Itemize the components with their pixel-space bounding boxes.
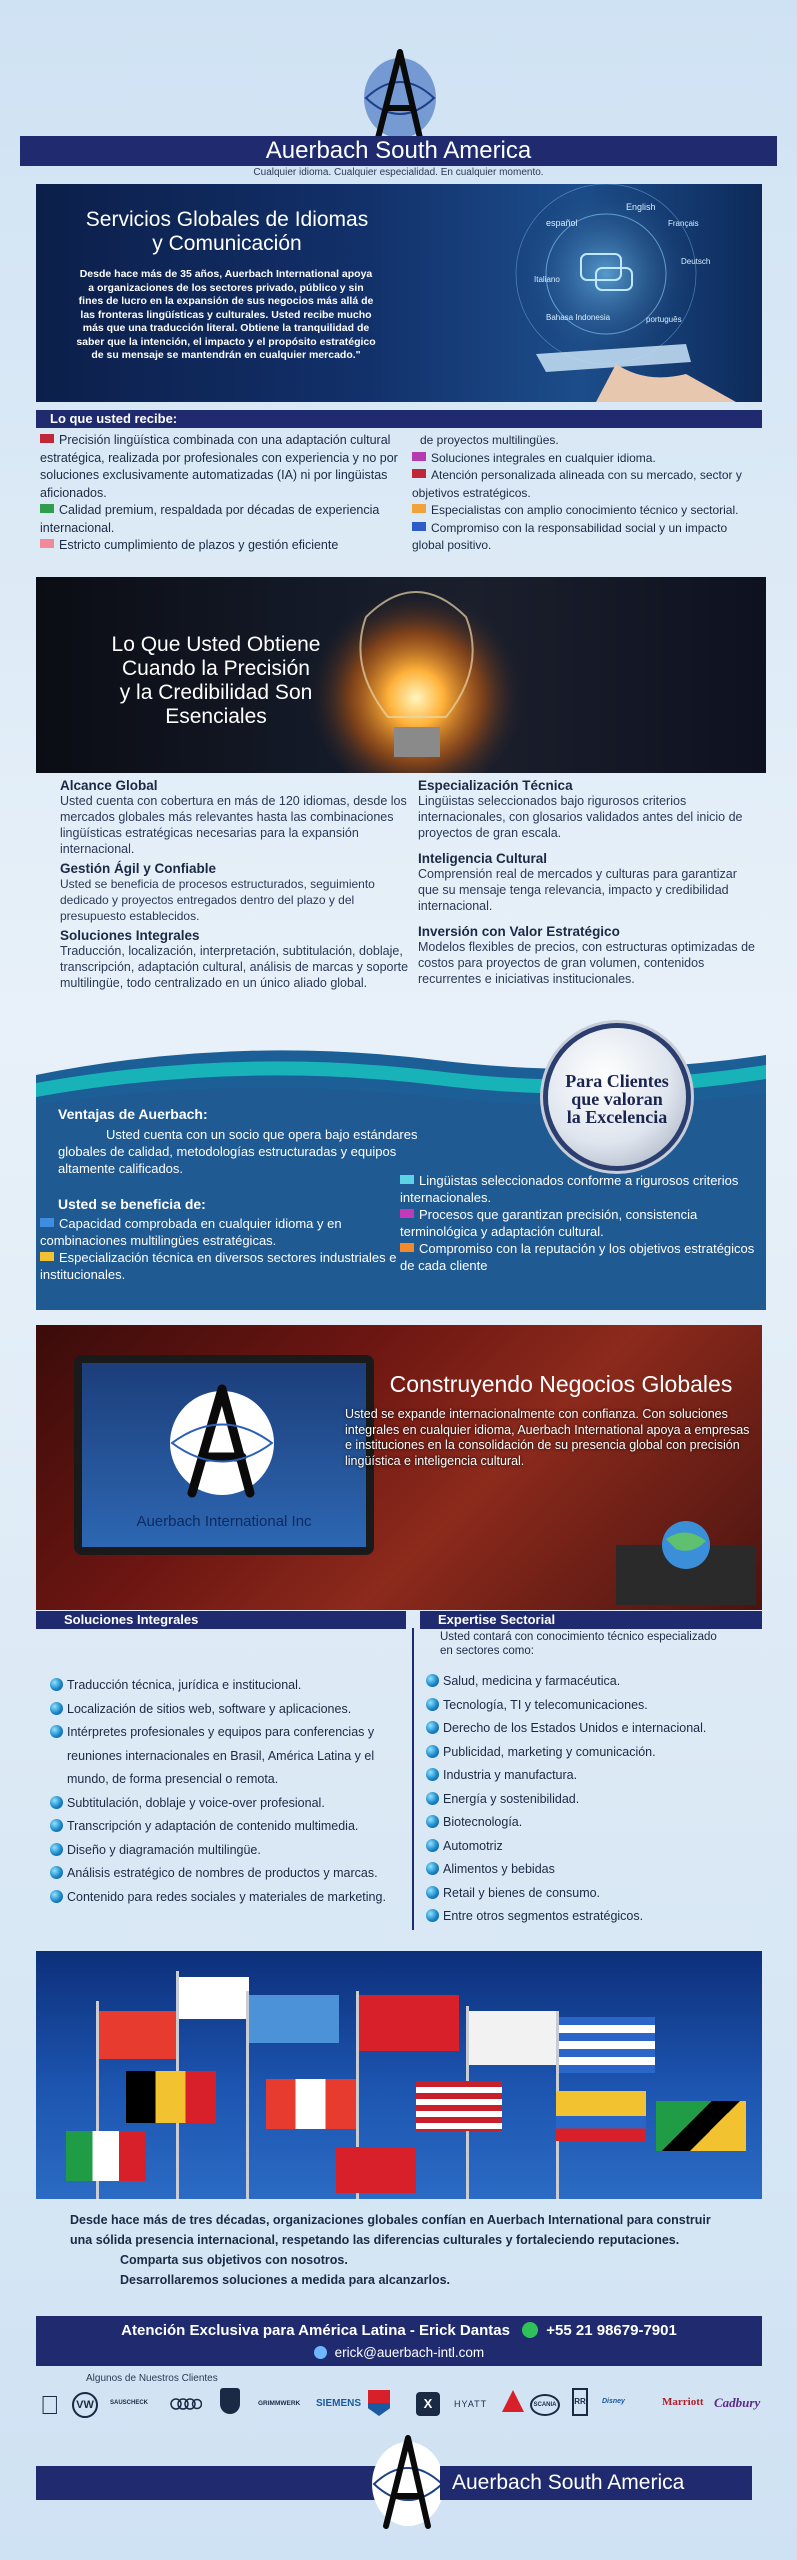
feature-body: Usted cuenta con cobertura en más de 120 idiomas, desde los mercados globales más relevantes hasta las combinaciones lingüísticas estratégicas necesarias para la expansión internacional.	[60, 794, 407, 856]
expertise-intro: Usted contará con conocimiento técnico especializado en sectores como:	[440, 1631, 717, 1657]
list-item: Publicidad, marketing y comunicación.	[426, 1741, 706, 1765]
soluciones-heading: Soluciones Integrales	[36, 1611, 406, 1629]
bullet-square-icon	[40, 434, 54, 443]
flag-icon	[469, 2011, 557, 2065]
footer-title: Auerbach South America	[440, 2466, 752, 2500]
recibe-heading: Lo que usted recibe:	[36, 410, 762, 428]
list-item: Salud, medicina y farmacéutica.	[426, 1670, 706, 1694]
bullet-square-icon	[40, 504, 54, 513]
feature-title: Alcance Global	[60, 778, 158, 793]
flag-icon	[359, 1995, 459, 2051]
list-item: Compromiso con la reputación y los objetivos estratégicos de cada cliente	[400, 1241, 755, 1273]
bullet-square-icon	[412, 522, 426, 531]
flag-icon	[66, 2131, 146, 2181]
marriott-logo: Marriott	[662, 2396, 704, 2408]
closing-text: Desde hace más de tres décadas, organizaciones globales confían en Auerbach International para construir una sólida presencia internacional, respetando las diferencias culturales y fortaleciendo reputaciones. Comparta sus objetivos con nosotros. Desarrollaremos soluciones a medida para alcanzarlos.	[70, 2213, 711, 2287]
globe-icon	[50, 1819, 63, 1832]
auerbach-logo-icon	[360, 46, 440, 146]
disney-logo: Disney	[602, 2398, 625, 2405]
flag-icon	[99, 2011, 179, 2059]
list-item: Transcripción y adaptación de contenido multimedia.	[50, 1815, 386, 1839]
flag-icon	[126, 2071, 216, 2123]
globe-icon	[426, 1886, 439, 1899]
globe-icon	[426, 1698, 439, 1711]
flag-icon	[656, 2101, 746, 2151]
list-item: Diseño y diagramación multilingüe.	[50, 1839, 386, 1863]
mitsubishi-logo-icon	[502, 2390, 524, 2412]
globe-icon	[426, 1909, 439, 1922]
list-item: Localización de sitios web, software y aplicaciones.	[50, 1698, 386, 1722]
construyendo-banner	[36, 1325, 762, 1610]
contact-bar	[36, 2316, 762, 2366]
divider	[412, 1628, 414, 1930]
list-item: de proyectos multilingües.	[420, 433, 559, 447]
holo-word: Italiano	[534, 275, 560, 284]
ventajas-body: Usted cuenta con un socio que opera bajo estándares globales de calidad, metodologías estructuradas y equipos altamente calificados.	[58, 1127, 418, 1176]
recibe-right-list	[412, 432, 762, 555]
list-item: Alimentos y bebidas	[426, 1858, 706, 1882]
siemens-logo: SIEMENS	[316, 2398, 362, 2409]
recibe-left-list	[40, 432, 400, 555]
cons-title: Construyendo Negocios Globales	[389, 1371, 733, 1397]
scania-logo-icon: SCANIA	[530, 2394, 560, 2416]
globe-icon	[50, 1843, 63, 1856]
holo-word: português	[646, 315, 682, 324]
benefit-heading: Usted se beneficia de:	[58, 1196, 206, 1212]
auerbach-logo-icon	[368, 2432, 448, 2532]
list-item: Soluciones integrales en cualquier idioma.	[412, 450, 762, 468]
flag-icon	[249, 1995, 339, 2043]
globe-icon	[50, 1678, 63, 1691]
soluciones-list	[50, 1674, 386, 1909]
client-logo: GRIMMWERK	[258, 2400, 301, 2407]
list-item: Industria y manufactura.	[426, 1764, 706, 1788]
hero-banner	[36, 184, 762, 402]
client-logos	[36, 2386, 762, 2434]
list-item: Análisis estratégico de nombres de productos y marcas.	[50, 1862, 386, 1886]
bulb-title: Lo Que Usted Obtiene Cuando la Precisión y la Credibilidad Son Esenciales	[111, 633, 321, 728]
globe-icon	[50, 1725, 63, 1738]
flag-icon	[416, 2081, 502, 2131]
globe-icon	[426, 1792, 439, 1805]
laptop-label: Auerbach International Inc	[136, 1513, 312, 1530]
globe-icon	[426, 1815, 439, 1828]
holo-word: Bahasa Indonesia	[546, 313, 611, 322]
page-title: Auerbach South America	[20, 136, 777, 166]
list-item: Intérpretes profesionales y equipos para conferencias y	[50, 1721, 386, 1745]
list-item: Retail y bienes de consumo.	[426, 1882, 706, 1906]
list-item: Especialización técnica en diversos sectores industriales e institucionales.	[40, 1250, 397, 1282]
cons-body: Usted se expande internacionalmente con confianza. Con soluciones integrales en cualquier idioma, Auerbach International apoya a empresas e instituciones en la consolidación de su presencia global con precisión lingüística e inteligencia cultural.	[345, 1407, 750, 1468]
globe-icon	[426, 1862, 439, 1875]
list-item: Subtitulación, doblaje y voice-over profesional.	[50, 1792, 386, 1816]
list-item: Energía y sostenibilidad.	[426, 1788, 706, 1812]
list-item: Especialistas con amplio conocimiento técnico y sectorial.	[412, 502, 762, 520]
whatsapp-icon	[522, 2322, 538, 2338]
list-item: Precisión lingüística combinada con una adaptación cultural estratégica, realizada por profesionales con experiencia y no por soluciones exclusivamente automatizadas (IA) ni por lingüistas aficionados.	[40, 433, 398, 500]
feature-title: Soluciones Integrales	[60, 928, 200, 943]
holo-word: Français	[668, 219, 699, 228]
rolls-royce-logo-icon: RR	[572, 2388, 588, 2416]
expertise-list	[426, 1670, 706, 1929]
features-left	[60, 778, 410, 991]
keyboard-globe-image	[616, 1515, 756, 1605]
feature-body: Traducción, localización, interpretación, subtitulación, doblaje, transcripción, adaptación cultural, análisis de marcas y soporte multilingüe, todo centralizado en un único aliado global.	[60, 944, 409, 990]
flag-icon	[179, 1977, 249, 2019]
flag-icon	[556, 2091, 646, 2141]
bullet-square-icon	[400, 1209, 414, 1218]
feature-body: Modelos flexibles de precios, con estructuras optimizadas de costos para proyectos de gran volumen, contenidos recurrentes e iniciativas institucionales.	[418, 940, 755, 986]
list-item: Derecho de los Estados Unidos e internacional.	[426, 1717, 706, 1741]
list-item: Procesos que garantizan precisión, consistencia terminológica y adaptación cultural.	[400, 1207, 698, 1239]
list-item: Automotriz	[426, 1835, 706, 1859]
list-item: Atención personalizada alineada con su mercado, sector y objetivos estratégicos.	[412, 468, 742, 500]
holo-word: español	[546, 218, 578, 228]
list-item: Capacidad comprobada en cualquier idioma y en combinaciones multilingües estratégicas.	[40, 1216, 342, 1248]
bullet-square-icon	[400, 1175, 414, 1184]
feature-body: Lingüistas seleccionados bajo rigurosos criterios internacionales, con glosarios validados antes del inicio de proyectos de gran escala.	[418, 794, 743, 840]
globe-icon	[426, 1721, 439, 1734]
footer-bar-left	[36, 2466, 396, 2500]
contact-email[interactable]: erick@auerbach-intl.com	[334, 2345, 485, 2360]
auerbach-logo-icon	[162, 1381, 282, 1501]
cadbury-logo: Cadbury	[714, 2395, 761, 2410]
laptop-image	[74, 1355, 374, 1555]
flag-icon	[266, 2079, 356, 2129]
hyatt-logo: HYATT	[454, 2399, 488, 2409]
bullet-square-icon	[40, 539, 54, 548]
tagline: Cualquier idioma. Cualquier especialidad. En cualquier momento.	[253, 167, 544, 178]
ventajas-right-list	[400, 1172, 755, 1274]
globe-icon	[426, 1839, 439, 1852]
excellence-badge: Para Clientes que valoran la Excelencia	[548, 1028, 686, 1166]
flag-icon	[559, 2017, 655, 2073]
apple-logo-icon	[40, 2390, 60, 2421]
hero-body: Desde hace más de 35 años, Auerbach International apoya a organizaciones de los sectores privado, público y sin fines de lucro en la expansión de sus negocios más allá de las fronteras lingüísticas y culturales. Usted recibe mucho más que una traducción literal. Obtiene la tranquilidad de saber que la intención, el impacto y el propósito estratégico de su mensaje se mantendrán en cualquier mercado."	[76, 268, 376, 361]
lamborghini-logo-icon	[220, 2388, 240, 2414]
bullet-square-icon	[400, 1243, 414, 1252]
list-item: mundo, de forma presencial o remota.	[67, 1772, 279, 1786]
bulb-banner	[36, 577, 766, 773]
holo-word: Deutsch	[681, 257, 711, 266]
features-right	[418, 778, 758, 987]
list-item: Traducción técnica, jurídica e institucional.	[50, 1674, 386, 1698]
list-item: Estricto cumplimiento de plazos y gestión eficiente	[40, 537, 400, 555]
holo-word: English	[626, 202, 656, 212]
list-item: Entre otros segmentos estratégicos.	[426, 1905, 706, 1929]
list-item: Biotecnología.	[426, 1811, 706, 1835]
audi-logo-icon	[170, 2392, 202, 2416]
globe-icon	[426, 1768, 439, 1781]
bullet-square-icon	[412, 452, 426, 461]
bullet-square-icon	[412, 504, 426, 513]
feature-title: Gestión Ágil y Confiable	[60, 861, 217, 876]
list-item: Lingüistas seleccionados conforme a rigurosos criterios internacionales.	[400, 1173, 739, 1205]
feature-body: Usted se beneficia de procesos estructurados, seguimiento dedicado y proyectos entregados dentro del plazo y del presupuesto establecidos.	[60, 877, 375, 923]
contact-line: Atención Exclusiva para América Latina - Erick Dantas	[121, 2322, 510, 2339]
client-logo: SAUSCHECK	[110, 2400, 149, 2406]
expertise-heading: Expertise Sectorial	[420, 1611, 762, 1629]
globe-icon	[426, 1745, 439, 1758]
bullet-square-icon	[40, 1252, 54, 1261]
language-hologram-image	[436, 184, 762, 402]
vw-logo-icon: VW	[72, 2392, 98, 2418]
globe-icon	[50, 1866, 63, 1879]
list-item: Calidad premium, respaldada por décadas de experiencia internacional.	[40, 503, 380, 535]
globe-icon	[426, 1674, 439, 1687]
chevron-logo-icon	[368, 2390, 390, 2416]
ventajas-left-list	[40, 1215, 400, 1283]
feature-title: Inteligencia Cultural	[418, 851, 548, 866]
email-icon	[314, 2346, 327, 2359]
list-item: Compromiso con la responsabilidad social y un impacto global positivo.	[412, 520, 728, 552]
feature-title: Inversión con Valor Estratégico	[418, 924, 620, 939]
flag-icon	[336, 2147, 416, 2193]
flags-image	[36, 1951, 762, 2199]
x-logo-icon: X	[416, 2392, 440, 2416]
list-item: Tecnología, TI y telecomunicaciones.	[426, 1694, 706, 1718]
bullet-square-icon	[40, 1218, 54, 1227]
feature-body: Comprensión real de mercados y culturas para garantizar que su mensaje tenga relevancia, impacto y credibilidad internacional.	[418, 867, 737, 913]
feature-title: Especialización Técnica	[418, 778, 573, 793]
clients-label: Algunos de Nuestros Clientes	[86, 2373, 218, 2384]
ventajas-heading: Ventajas de Auerbach:	[58, 1106, 208, 1122]
globe-icon	[50, 1890, 63, 1903]
bullet-square-icon	[412, 469, 426, 478]
globe-icon	[50, 1702, 63, 1715]
contact-phone[interactable]: +55 21 98679-7901	[546, 2322, 677, 2339]
list-item: reuniones internacionales en Brasil, América Latina y el	[67, 1748, 375, 1763]
globe-icon	[50, 1796, 63, 1809]
list-item: Contenido para redes sociales y materiales de marketing.	[50, 1886, 386, 1910]
hero-title: Servicios Globales de Idiomas y Comunicación	[85, 208, 369, 255]
